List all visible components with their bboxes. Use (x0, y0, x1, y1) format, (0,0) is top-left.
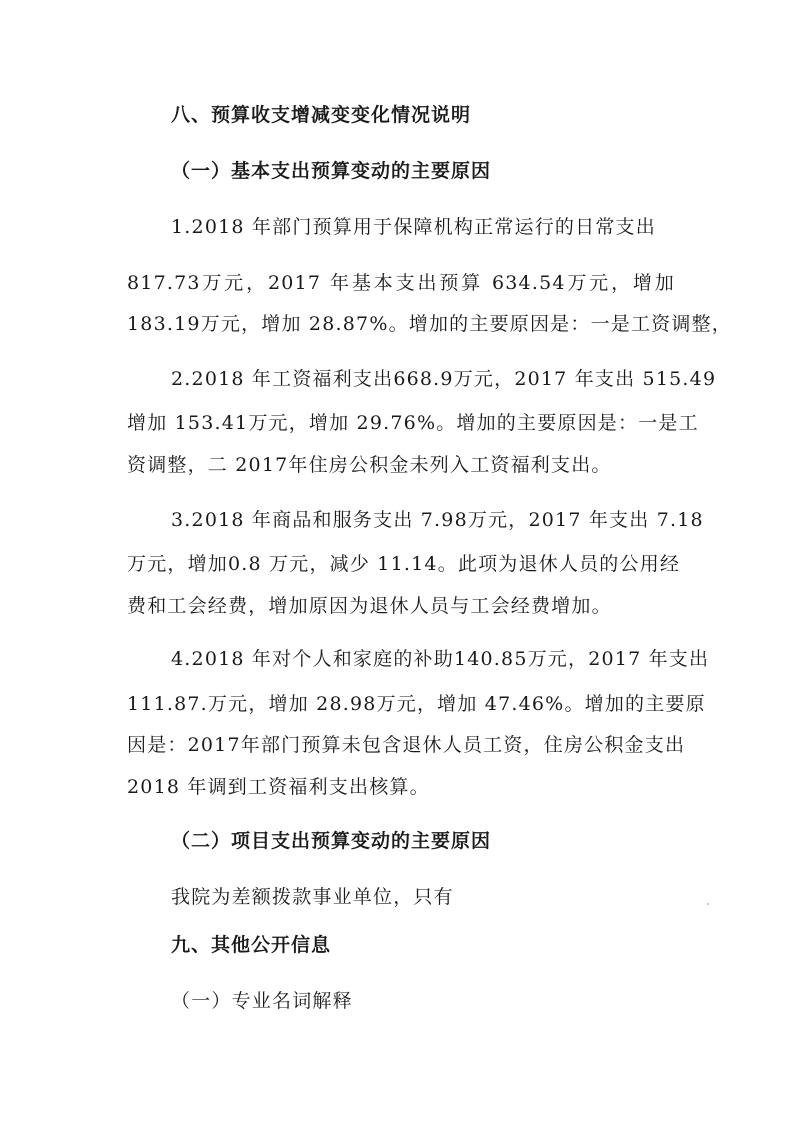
scan-speck (707, 903, 709, 905)
section-8-sub-1-heading: （一）基本支出预算变动的主要原因 (171, 160, 492, 182)
item-1-line-1: 1.2018 年部门预算用于保障机构正常运行的日常支出 (171, 216, 656, 238)
item-3-line-2: 万元，增加0.8 万元，减少 11.14。此项为退休人员的公用经 (127, 553, 681, 575)
item-4-line-1: 4.2018 年对个人和家庭的补助140.85万元，2017 年支出 (171, 648, 710, 670)
item-2-line-2: 增加 153.41万元，增加 29.76%。增加的主要原因是：一是工 (127, 412, 699, 434)
section-8-sub-2-heading: （二）项目支出预算变动的主要原因 (171, 830, 492, 852)
item-2-line-3: 资调整，二 2017年住房公积金未列入工资福利支出。 (127, 454, 612, 476)
section-9-sub-1-heading: （一）专业名词解释 (171, 990, 353, 1012)
item-4-line-4: 2018 年调到工资福利支出核算。 (127, 776, 430, 798)
section-9-heading: 九、其他公开信息 (171, 934, 332, 956)
item-3-line-1: 3.2018 年商品和服务支出 7.98万元，2017 年支出 7.18 (171, 509, 704, 531)
item-4-line-2: 111.87.万元，增加 28.98万元，增加 47.46%。增加的主要原 (127, 693, 706, 715)
item-1-line-2: 817.73万元，2017 年基本支出预算 634.54万元，增加 (127, 272, 675, 294)
section-8-heading: 八、预算收支增减变变化情况说明 (171, 104, 472, 126)
section-8-sub-2-text: 我院为差额拨款事业单位，只有 (171, 886, 454, 908)
item-1-line-3: 183.19万元，增加 28.87%。增加的主要原因是：一是工资调整， (127, 313, 732, 335)
item-4-line-3: 因是：2017年部门预算未包含退休人员工资，住房公积金支出 (127, 734, 686, 756)
item-3-line-3: 费和工会经费，增加原因为退休人员与工会经费增加。 (127, 595, 612, 617)
item-2-line-1: 2.2018 年工资福利支出668.9万元，2017 年支出 515.49 (171, 368, 717, 390)
